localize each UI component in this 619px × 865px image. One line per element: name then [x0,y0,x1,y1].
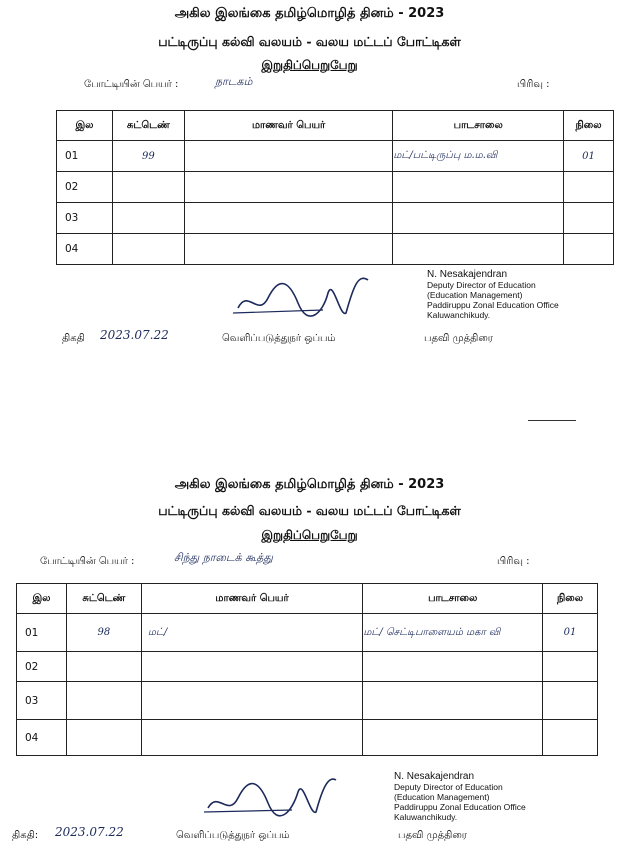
signature-scribble [228,268,378,328]
col-header-student-name: மாணவர் பெயர் [184,111,393,141]
row-rank [543,720,598,756]
row-index [66,682,141,720]
date-label: திகதி: [12,830,39,841]
divider [528,420,576,421]
table-row [17,614,598,652]
table-row [57,234,614,265]
row-no: 03 [17,682,67,720]
row-no: 01 [17,614,67,652]
row-index [66,652,141,682]
row-school: மட்/ செட்டிபாளையம் மகா வி [363,614,543,652]
row-name [184,203,393,234]
row-rank [543,652,598,682]
table-row [57,172,614,203]
row-name [184,141,393,172]
form-title: அகில இலங்கை தமிழ்மொழித் தினம் - 2023 [174,477,445,492]
col-header-student-name: மாணவர் பெயர் [141,584,363,614]
row-school [393,203,564,234]
results-table [16,583,598,756]
row-name: மட்/ [141,614,363,652]
form-title: அகில இலங்கை தமிழ்மொழித் தினம் - 2023 [174,6,445,21]
row-index [112,203,184,234]
col-header-school: பாடசாலை [393,111,564,141]
stamp-name: N. Nesakajendran [394,771,475,782]
date-value: 2023.07.22 [55,825,124,839]
row-name [141,682,363,720]
row-rank: 01 [543,614,598,652]
stamp-label: பதவி முத்திரை [398,830,467,841]
stamp-line: Kaluwanchikudy. [394,812,458,822]
table-row [57,203,614,234]
official-stamp [394,772,526,822]
row-no: 02 [17,652,67,682]
date-label: திகதி [62,333,85,344]
official-stamp [427,270,559,320]
col-header-rank: நிலை [564,111,614,141]
row-name [184,234,393,265]
row-school [363,682,543,720]
row-index: 99 [112,141,184,172]
competition-value: சிந்து நாடைக் கூத்து [174,551,273,564]
date-value: 2023.07.22 [100,328,169,342]
competition-label: போட்டியின் பெயர் : [40,556,135,567]
col-header-no: இல [57,111,113,141]
row-no: 01 [57,141,113,172]
stamp-line: Kaluwanchikudy. [427,310,491,320]
row-no: 02 [57,172,113,203]
row-school: மட்/பட்டிருப்பு ம.ம.வி [393,141,564,172]
form-heading: இறுதிப்பெறுபேறு [261,528,358,542]
row-index [112,172,184,203]
stamp-line: Deputy Director of Education [394,782,503,792]
stamp-line: Deputy Director of Education [427,280,536,290]
row-school [363,720,543,756]
signature-scribble [200,770,340,825]
row-rank: 01 [564,141,614,172]
row-school [363,652,543,682]
row-name [141,720,363,756]
row-index: 98 [66,614,141,652]
row-no: 03 [57,203,113,234]
division-label: பிரிவு : [517,79,550,90]
stamp-name: N. Nesakajendran [427,269,508,280]
form-heading: இறுதிப்பெறுபேறு [261,58,358,72]
competition-label: போட்டியின் பெயர் : [84,79,179,90]
form-subtitle: பட்டிருப்பு கல்வி வலயம் - வலய மட்டப் போட்டிகள் [158,503,461,518]
row-no: 04 [17,720,67,756]
signature-label: வெளிப்படுத்துநர் ஒப்பம் [222,333,336,344]
col-header-no: இல [17,584,67,614]
row-school [393,172,564,203]
table-row [17,682,598,720]
row-name [141,652,363,682]
signature-label: வெளிப்படுத்துநர் ஒப்பம் [176,830,290,841]
stamp-line: (Education Management) [394,792,490,802]
stamp-line: (Education Management) [427,290,523,300]
col-header-rank: நிலை [543,584,598,614]
form-subtitle: பட்டிருப்பு கல்வி வலயம் - வலய மட்டப் போட்டிகள் [158,34,461,49]
stamp-line: Paddiruppu Zonal Education Office [427,300,559,310]
row-rank [564,203,614,234]
competition-value: நாடகம் [215,75,253,88]
results-table [56,110,614,265]
stamp-line: Paddiruppu Zonal Education Office [394,802,526,812]
col-header-school: பாடசாலை [363,584,543,614]
row-name [184,172,393,203]
table-row [57,141,614,172]
col-header-index: சுட்டெண் [112,111,184,141]
row-rank [543,682,598,720]
row-school [393,234,564,265]
division-label: பிரிவு : [497,556,530,567]
row-index [66,720,141,756]
row-rank [564,172,614,203]
stamp-label: பதவி முத்திரை [424,333,493,344]
table-row [17,720,598,756]
table-row [17,652,598,682]
row-rank [564,234,614,265]
row-index [112,234,184,265]
col-header-index: சுட்டெண் [66,584,141,614]
row-no: 04 [57,234,113,265]
